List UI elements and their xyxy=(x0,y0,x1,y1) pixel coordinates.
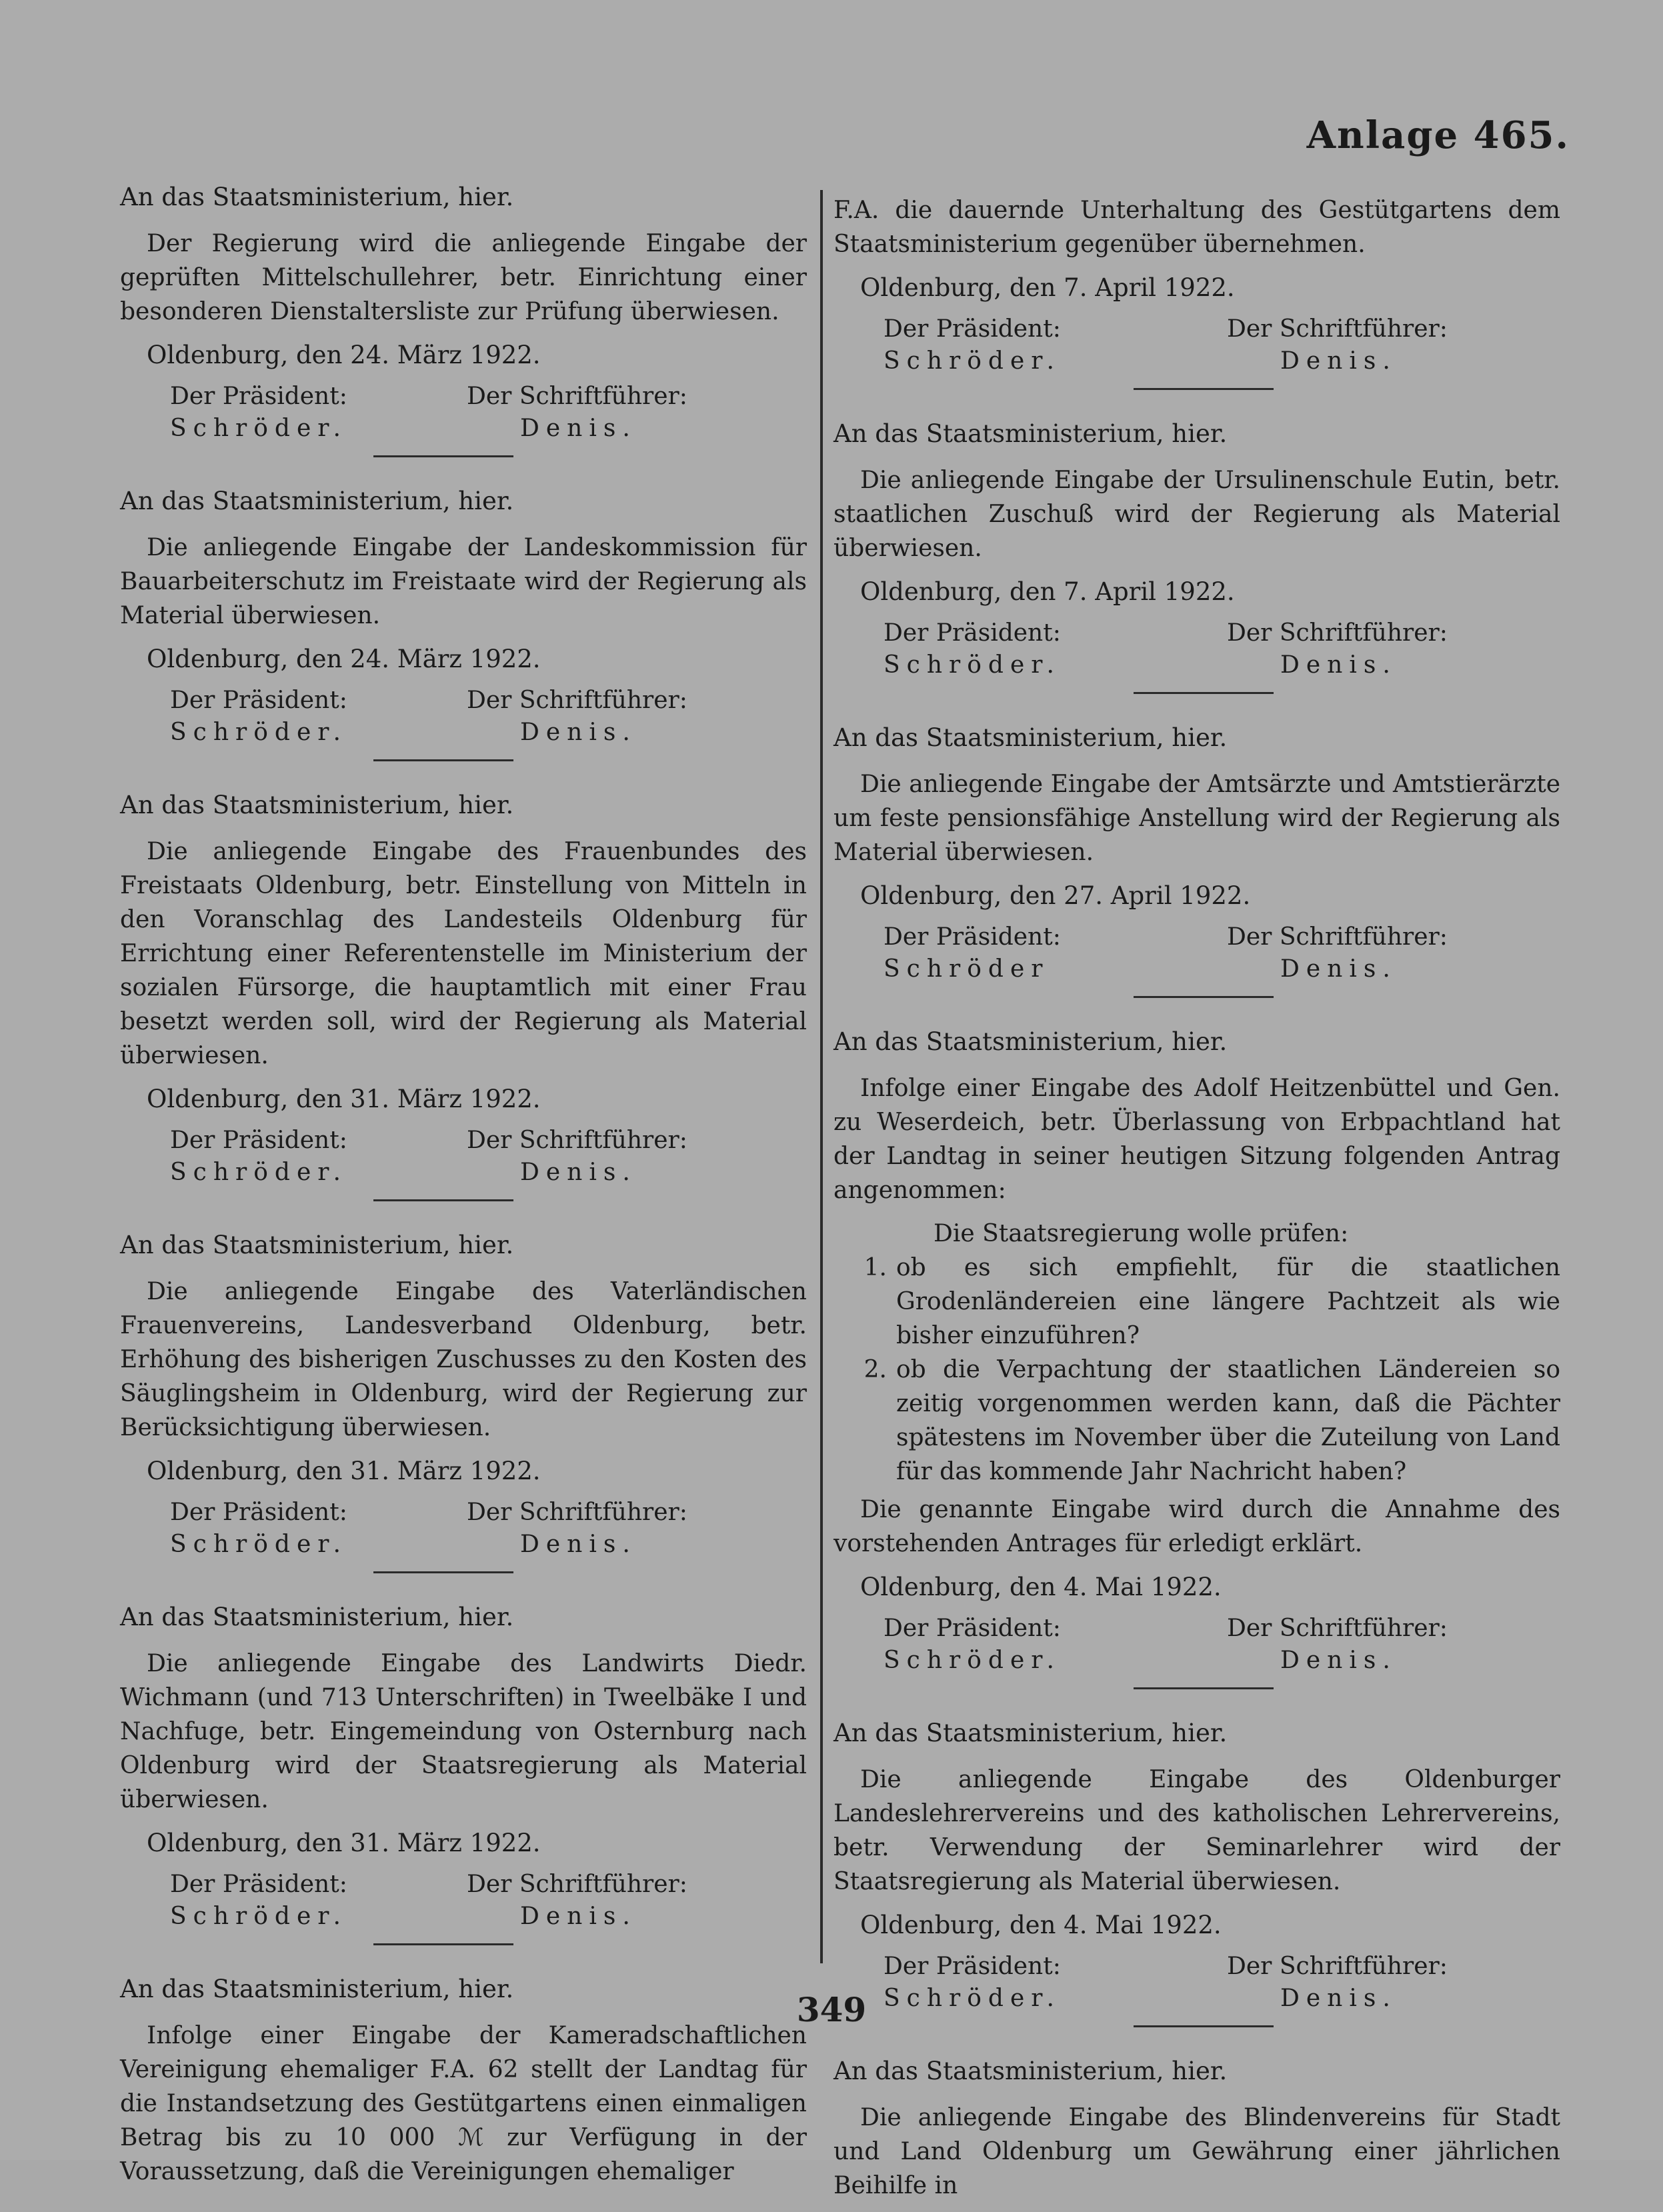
entry-date: Oldenburg, den 24. März 1922. xyxy=(147,341,541,369)
president-name: Schröder. xyxy=(884,347,1061,375)
list-number: 2. xyxy=(864,1356,887,1383)
list-number: 1. xyxy=(864,1254,887,1281)
separator-rule xyxy=(373,1199,513,1201)
entry-address: An das Staatsministerium, hier. xyxy=(834,1027,1228,1056)
president-title: Der Präsident: xyxy=(170,687,347,714)
signature-block xyxy=(120,381,807,445)
entry xyxy=(120,1600,807,1945)
entry-body: Die anliegende Eingabe des Landwirts Diedr. Wichmann (und 713 Unterschriften) in Tweelbäke I und Nachfuge, betr. Eingemeindung von Osternburg nach Oldenburg wird der Staatsregierung als Material überwiesen. xyxy=(120,1650,807,1813)
list-item xyxy=(834,1353,1560,1489)
secretary-title: Der Schriftführer: xyxy=(1227,1953,1448,1980)
entry-address: An das Staatsministerium, hier. xyxy=(834,723,1228,752)
secretary-name: Denis. xyxy=(520,719,637,746)
secretary-name: Denis. xyxy=(1280,651,1397,679)
page-header: Anlage 465. xyxy=(1306,113,1570,157)
entry xyxy=(834,2054,1560,2203)
secretary-title: Der Schriftführer: xyxy=(467,1499,687,1526)
entry-address: An das Staatsministerium, hier. xyxy=(120,1975,514,2003)
secretary-name: Denis. xyxy=(520,1159,637,1186)
president-title: Der Präsident: xyxy=(884,1615,1061,1642)
signature-block xyxy=(120,685,807,749)
president-name: Schröder. xyxy=(884,1647,1061,1674)
entry-address: An das Staatsministerium, hier. xyxy=(120,1603,514,1631)
list-item xyxy=(834,1251,1560,1353)
entry xyxy=(834,1025,1560,1689)
entry-address: An das Staatsministerium, hier. xyxy=(120,1231,514,1259)
entry-date: Oldenburg, den 31. März 1922. xyxy=(147,1457,541,1485)
page-number: 349 xyxy=(796,1990,867,2029)
entry xyxy=(120,788,807,1201)
secretary-title: Der Schriftführer: xyxy=(1227,619,1448,647)
entry-date: Oldenburg, den 7. April 1922. xyxy=(860,273,1235,302)
entry-continuation xyxy=(834,193,1560,390)
president-title: Der Präsident: xyxy=(170,1499,347,1526)
secretary-name: Denis. xyxy=(1280,1647,1397,1674)
president-title: Der Präsident: xyxy=(170,1127,347,1154)
entry xyxy=(834,1716,1560,2027)
president-title: Der Präsident: xyxy=(170,1871,347,1898)
entry-address: An das Staatsministerium, hier. xyxy=(834,2057,1228,2085)
president-title: Der Präsident: xyxy=(884,1953,1061,1980)
signature-block xyxy=(834,313,1560,377)
secretary-title: Der Schriftführer: xyxy=(467,1127,687,1154)
secretary-title: Der Schriftführer: xyxy=(1227,315,1448,343)
president-title: Der Präsident: xyxy=(170,383,347,410)
president-name: Schröder xyxy=(884,955,1050,983)
entry-body: Die anliegende Eingabe des Blindenvereins für Stadt und Land Oldenburg um Gewährung einer jährlichen Beihilfe in xyxy=(834,2104,1560,2199)
entry-date: Oldenburg, den 31. März 1922. xyxy=(147,1829,541,1857)
entry-conclusion: Die genannte Eingabe wird durch die Annahme des vorstehenden Antrages für erledigt erklärt. xyxy=(834,1496,1560,1557)
secretary-name: Denis. xyxy=(1280,347,1397,375)
signature-block xyxy=(120,1869,807,1933)
list-text: ob es sich empfiehlt, für die staatlichen Grodenländereien eine längere Pachtzeit als wie bisher einzuführen? xyxy=(896,1254,1560,1349)
separator-rule xyxy=(1134,1687,1274,1689)
entry-body: Die anliegende Eingabe des Vaterländischen Frauenvereins, Landesverband Oldenburg, betr. Erhöhung des bisherigen Zuschusses zu den Kosten des Säuglingsheim in Oldenburg, wird der Regierung zur Berücksichtigung überwiesen. xyxy=(120,1278,807,1441)
entry-body: Infolge einer Eingabe der Kameradschaftlichen Vereinigung ehemaliger F.A. 62 stellt der Landtag für die Instandsetzung des Gestütgartens einen einmaligen Betrag bis zu 10 000 ℳ zur Verfügung in der Voraussetzung, daß die Vereinigungen ehemaliger xyxy=(120,2022,807,2185)
entry-date: Oldenburg, den 4. Mai 1922. xyxy=(860,1911,1222,1939)
separator-rule xyxy=(373,1943,513,1945)
president-title: Der Präsident: xyxy=(884,619,1061,647)
entry-date: Oldenburg, den 24. März 1922. xyxy=(147,645,541,673)
secretary-title: Der Schriftführer: xyxy=(1227,923,1448,951)
entry-body: Der Regierung wird die anliegende Eingabe der geprüften Mittelschullehrer, betr. Einrichtung einer besonderen Dienstaltersliste zur Prüfung überwiesen. xyxy=(120,230,807,325)
entry xyxy=(120,1228,807,1573)
signature-block xyxy=(120,1125,807,1189)
secretary-name: Denis. xyxy=(520,1903,637,1930)
entry xyxy=(834,721,1560,998)
secretary-name: Denis. xyxy=(520,415,637,442)
separator-rule xyxy=(373,455,513,457)
entry-body: Die anliegende Eingabe des Frauenbundes des Freistaats Oldenburg, betr. Einstellung von Mitteln in den Voranschlag des Landesteils Oldenburg für Errichtung einer Referentenstelle im Ministerium der sozialen Fürsorge, die hauptamtlich mit einer Frau besetzt werden soll, wird der Regierung als Material überwiesen. xyxy=(120,838,807,1069)
entry-body: Die anliegende Eingabe der Amtsärzte und Amtstierärzte um feste pensionsfähige Anstellung wird der Regierung als Material überwiesen. xyxy=(834,771,1560,866)
signature-block xyxy=(120,1497,807,1561)
secretary-title: Der Schriftführer: xyxy=(467,687,687,714)
president-title: Der Präsident: xyxy=(884,315,1061,343)
separator-rule xyxy=(373,759,513,761)
signature-block xyxy=(834,617,1560,681)
secretary-title: Der Schriftführer: xyxy=(1227,1615,1448,1642)
secretary-title: Der Schriftführer: xyxy=(467,1871,687,1898)
entry xyxy=(834,417,1560,694)
entry-address: An das Staatsministerium, hier. xyxy=(120,487,514,515)
separator-rule xyxy=(1134,388,1274,390)
entry-date: Oldenburg, den 31. März 1922. xyxy=(147,1085,541,1113)
entry-address: An das Staatsministerium, hier. xyxy=(834,419,1228,448)
entry-date: Oldenburg, den 4. Mai 1922. xyxy=(860,1573,1222,1601)
entry-address: An das Staatsministerium, hier. xyxy=(834,1719,1228,1747)
entry-body: F.A. die dauernde Unterhaltung des Gestütgartens dem Staatsministerium gegenüber übernehmen. xyxy=(834,197,1560,258)
entry xyxy=(120,180,807,457)
signature-block xyxy=(834,921,1560,985)
separator-rule xyxy=(1134,692,1274,694)
entry-body: Die anliegende Eingabe der Ursulinenschule Eutin, betr. staatlichen Zuschuß wird der Regierung als Material überwiesen. xyxy=(834,467,1560,562)
secretary-name: Denis. xyxy=(1280,1985,1397,2012)
president-name: Schröder. xyxy=(170,1531,347,1558)
president-name: Schröder. xyxy=(884,651,1061,679)
president-name: Schröder. xyxy=(170,719,347,746)
president-name: Schröder. xyxy=(170,1903,347,1930)
entry-address: An das Staatsministerium, hier. xyxy=(120,183,514,211)
entry-address: An das Staatsministerium, hier. xyxy=(120,791,514,819)
entry xyxy=(120,484,807,761)
secretary-name: Denis. xyxy=(520,1531,637,1558)
separator-rule xyxy=(1134,996,1274,998)
column-divider xyxy=(820,190,823,1963)
president-name: Schröder. xyxy=(170,415,347,442)
entry-body: Die anliegende Eingabe der Landeskommission für Bauarbeiterschutz im Freistaate wird der Regierung als Material überwiesen. xyxy=(120,534,807,629)
right-column xyxy=(834,193,1560,2212)
left-column xyxy=(120,180,807,2198)
entry-date: Oldenburg, den 27. April 1922. xyxy=(860,881,1251,910)
president-title: Der Präsident: xyxy=(884,923,1061,951)
list-text: ob die Verpachtung der staatlichen Ländereien so zeitig vorgenommen werden kann, daß die Pächter spätestens im November über die Zuteilung von Land für das kommende Jahr Nachricht haben? xyxy=(896,1356,1560,1485)
separator-rule xyxy=(373,1571,513,1573)
president-name: Schröder. xyxy=(170,1159,347,1186)
entry-subheading: Die Staatsregierung wolle prüfen: xyxy=(934,1220,1349,1247)
secretary-name: Denis. xyxy=(1280,955,1397,983)
numbered-list xyxy=(834,1251,1560,1489)
entry-date: Oldenburg, den 7. April 1922. xyxy=(860,577,1235,606)
entry-body: Infolge einer Eingabe des Adolf Heitzenbüttel und Gen. zu Weserdeich, betr. Überlassung von Erbpachtland hat der Landtag in seiner heutigen Sitzung folgenden Antrag angenommen: xyxy=(834,1075,1560,1204)
president-name: Schröder. xyxy=(884,1985,1061,2012)
signature-block xyxy=(834,1613,1560,1677)
entry-body: Die anliegende Eingabe des Oldenburger Landeslehrervereins und des katholischen Lehrervereins, betr. Verwendung der Seminarlehrer wird der Staatsregierung als Material überwiesen. xyxy=(834,1766,1560,1895)
secretary-title: Der Schriftführer: xyxy=(467,383,687,410)
